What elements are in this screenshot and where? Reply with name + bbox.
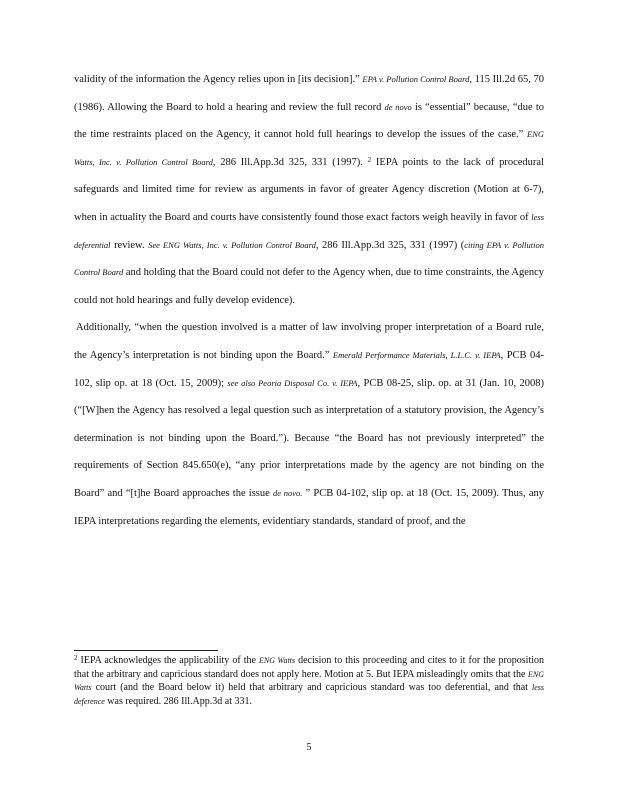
page-number: 5 — [306, 742, 312, 753]
emphasized-phrase: less deferential — [74, 211, 544, 250]
legal-term: de novo. — [273, 487, 303, 498]
emphasized-phrase: less deference — [74, 683, 545, 706]
text-run: ” PCB 04-102, slip op. at 18 (Oct. 15, 2009). Thus, any IEPA interpretations regarding the elements, evidentiary standards, standard of proof, and the — [74, 487, 544, 527]
text-run: IEPA points to the lack of procedural safeguards and limited time for review as arguments in favor of greater Agency discretion (Motion at 6-7), when in actuality the Board and courts have consistently found those exact factors weigh heavily in favor of — [74, 156, 544, 223]
text-run: validity of the information the Agency relies upon in [its decision].” — [74, 74, 360, 85]
text-run: , 286 Ill.App.3d 325, 331 (1997) ( — [315, 239, 465, 251]
text-run: and holding that the Board could not defer to the Agency when, due to time constraints, the Agency could not hold hearings and fully develop evidence). — [74, 267, 545, 306]
text-run: Additionally, “when the question involved is a matter of law involving proper interpretation of a Board rule, the Agency’s interpretation is not binding upon the Board.” — [74, 322, 544, 361]
case-citation: See ENG Watts, Inc. v. Pollution Control Board — [148, 239, 316, 250]
footnote-divider — [74, 650, 218, 651]
footnote-reference[interactable]: 2 — [367, 155, 372, 164]
text-run: , 115 Ill.2d 65, 70 (1986). Allowing the Board to hold a hearing and review the full record — [74, 74, 544, 113]
text-run: is “essential” because, “due to the time restraints placed on the Agency, it cannot hold full hearings to develop the issues of the case.” — [74, 101, 545, 141]
paragraph-legal-interpretation — [74, 314, 544, 535]
text-run: court (and the Board below it) held that arbitrary and capricious standard was too deferential, and that — [95, 682, 528, 694]
text-run: IEPA acknowledges the applicability of the — [80, 655, 256, 666]
text-run: decision to this proceeding and cites to it for the proposition that the arbitrary and capricious standard does not apply here. Motion at 5. But IEPA misleadingly omits that the — [74, 655, 545, 680]
text-run: review. — [114, 239, 145, 251]
case-citation: Emerald Performance Materials, L.L.C. v. IEPA — [332, 349, 501, 360]
text-run: , PCB 04-102, slip op. at 18 (Oct. 15, 2009); — [74, 349, 545, 389]
case-citation: citing EPA v. Pollution Control Board — [74, 239, 544, 278]
text-run: was required. 286 Ill.App.3d at 331. — [107, 695, 252, 707]
paragraph-agency-deference — [74, 66, 544, 314]
brief-body — [74, 66, 544, 535]
footnote — [74, 654, 544, 708]
footnote-number: 2 — [74, 654, 78, 662]
case-citation: ENG Watts — [74, 669, 545, 693]
text-run: , PCB 08-25, slip. op. at 31 (Jan. 10, 2008) (“[W]hen the Agency has resolved a legal question such as interpretation of a statutory provision, the Agency’s determination is not binding upon the Board.”). Because “the Board has not previously interpreted” the requirements of Section 845.650(e), “any prior interpretations made by the agency are not binding on the Board” and “[t]he Board approaches the issue — [74, 377, 545, 499]
case-citation: ENG Watts, Inc. v. Pollution Control Board — [74, 129, 545, 167]
legal-term: de novo — [384, 101, 412, 112]
case-citation: ENG Watts — [258, 656, 296, 665]
case-citation: EPA v. Pollution Control Board — [362, 74, 470, 84]
case-citation: see also Peoria Disposal Co. v. IEPA — [227, 377, 358, 388]
text-run: , 286 Ill.App.3d 325, 331 (1997). — [212, 156, 363, 168]
